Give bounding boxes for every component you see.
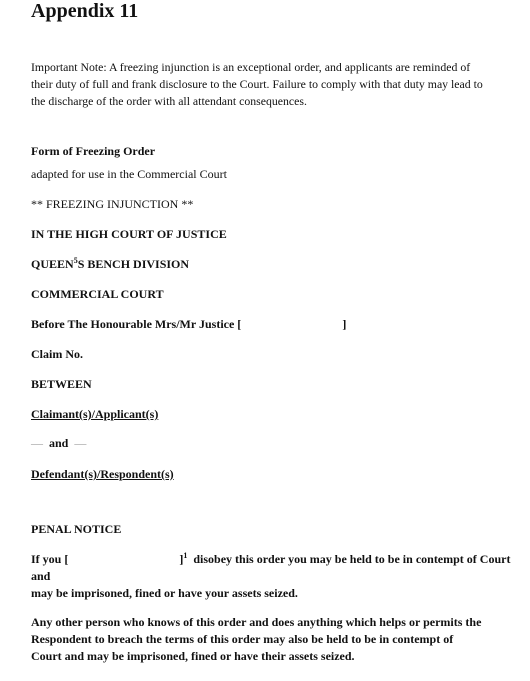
important-note: Important Note: A freezing injunction is an exceptional order, and applicants are reminded of their duty of full and frank disclosure to the Court. Failure to comply with that duty may lead to the discharge of the order with all attendant consequences.: [31, 60, 483, 108]
and-separator: [31, 436, 86, 451]
if-you-line-3: may be imprisoned, fined or have your assets seized.: [31, 586, 298, 600]
before-judge: [31, 317, 346, 332]
if-you-line-2: and: [31, 569, 51, 583]
form-subheading: adapted for use in the Commercial Court: [31, 167, 227, 181]
left-dash: —: [31, 436, 43, 450]
division-suffix: S BENCH DIVISION: [77, 257, 190, 271]
division-footnote-marker: 5: [73, 256, 78, 265]
if-you-rest: disobey this order you may be held to be in contempt of Court: [193, 552, 511, 566]
appendix-title: Appendix 11: [31, 0, 139, 22]
division-prefix: QUEEN: [31, 257, 74, 271]
before-close-bracket: ]: [342, 317, 347, 331]
and-label: and: [49, 436, 69, 450]
if-you-open: If you [: [31, 552, 69, 566]
form-heading: Form of Freezing Order: [31, 144, 156, 158]
injunction-label: ** FREEZING INJUNCTION **: [31, 197, 194, 211]
claim-number: Claim No.: [31, 347, 83, 361]
between-label: BETWEEN: [31, 377, 92, 391]
if-you-line-1: [31, 552, 510, 567]
court-division: [31, 257, 189, 272]
court-list: COMMERCIAL COURT: [31, 287, 164, 301]
right-dash: —: [74, 436, 87, 450]
if-you-footnote-marker: 1: [183, 551, 188, 560]
penal-notice-heading: PENAL NOTICE: [31, 522, 122, 536]
before-label: Before The Honourable Mrs/Mr Justice [: [31, 317, 242, 331]
defendant-label: Defendant(s)/Respondent(s): [31, 467, 174, 481]
court-name: IN THE HIGH COURT OF JUSTICE: [31, 227, 227, 241]
other-person-paragraph: Any other person who knows of this order and does anything which helps or permits the Respondent to breach the terms of this order may also be held to be in contempt of Court and may be imprisoned, fined or have their assets seized.: [31, 615, 482, 663]
claimant-label: Claimant(s)/Applicant(s): [31, 407, 159, 421]
if-you-close-bracket: ]: [179, 552, 184, 566]
